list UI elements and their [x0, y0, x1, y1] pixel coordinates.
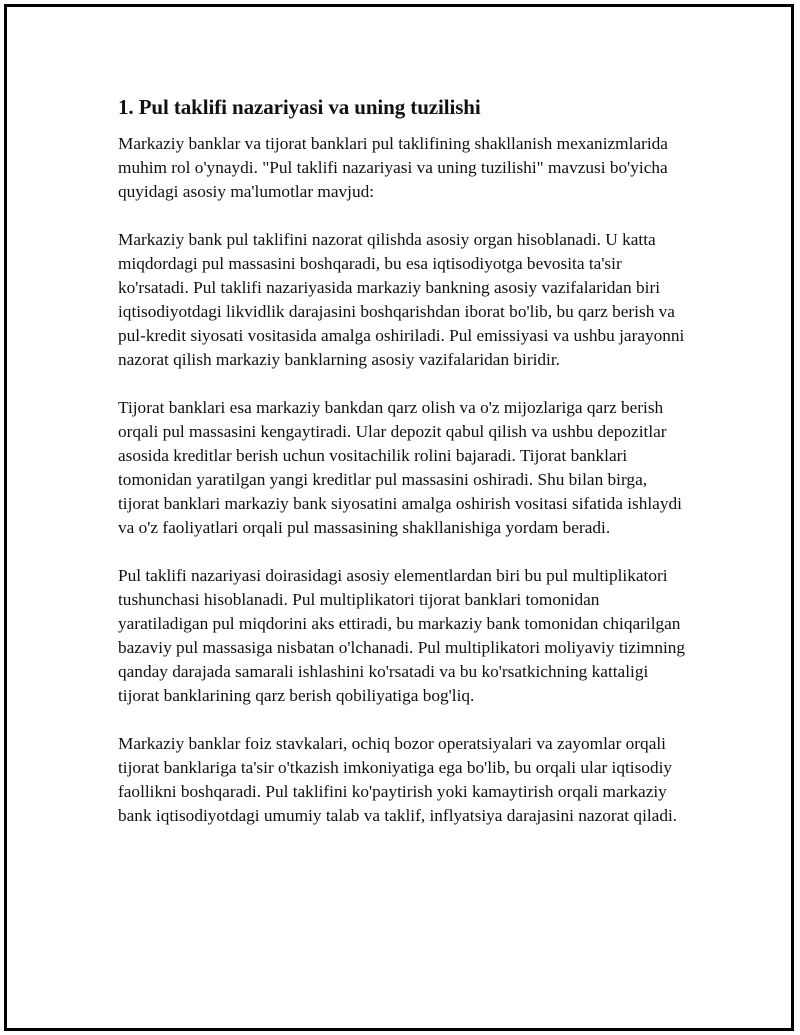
paragraph-money-multiplier: Pul taklifi nazariyasi doirasidagi asosiy elementlardan biri bu pul multiplikatori tushunchasi hisoblanadi. Pul multiplikatori tijorat banklari tomonidan yaratiladigan pul miqdorini aks ettiradi, bu markaziy bank tomonidan chiqarilgan bazaviy pul massasiga nisbatan o'lchanadi. Pul multiplikatori moliyaviy tizimning qanday darajada samarali ishlashini ko'rsatadi va bu ko'rsatkichning kattaligi tijorat banklarining qarz berish qobiliyatiga bog'liq. [118, 566, 686, 705]
paragraph-monetary-tools: Markaziy banklar foiz stavkalari, ochiq bozor operatsiyalari va zayomlar orqali tijorat banklariga ta'sir o'tkazish imkoniyatiga ega bo'lib, bu orqali ular iqtisodiy faollikni boshqaradi. Pul taklifini ko'paytirish yoki kamaytirish orqali markaziy bank iqtisodiyotdagi umumiy talab va taklif, inflyatsiya darajasini nazorat qiladi. [118, 734, 678, 825]
document-body [118, 94, 688, 852]
paragraph-commercial-banks: Tijorat banklari esa markaziy bankdan qarz olish va o'z mijozlariga qarz berish orqali pul massasini kengaytiradi. Ular depozit qabul qilish va ushbu depozitlar asosida kreditlar berish uchun vositachilik rolini bajaradi. Tijorat banklari tomonidan yaratilgan yangi kreditlar pul massasini oshiradi. Shu bilan birga, tijorat banklari markaziy bank siyosatini amalga oshirish vositasi sifatida ishlaydi va o'z faoliyatlari orqali pul massasining shakllanishiga yordam beradi. [118, 398, 682, 537]
paragraph-intro: Markaziy banklar va tijorat banklari pul taklifining shakllanish mexanizmlarida muhim rol o'ynaydi. "Pul taklifi nazariyasi va uning tuzilishi" mavzusi bo'yicha quyidagi asosiy ma'lumotlar mavjud: [118, 134, 668, 201]
paragraph-central-bank: Markaziy bank pul taklifini nazorat qilishda asosiy organ hisoblanadi. U katta miqdordagi pul massasini boshqaradi, bu esa iqtisodiyotga bevosita ta'sir ko'rsatadi. Pul taklifi nazariyasida markaziy bankning asosiy vazifalaridan biri iqtisodiyotdagi likvidlik darajasini boshqarishdan iborat bo'lib, bu qarz berish va pul-kredit siyosati vositasida amalga oshiriladi. Pul emissiyasi va ushbu jarayonni nazorat qilish markaziy banklarning asosiy vazifalaridan biridir. [118, 230, 685, 369]
section-heading: 1. Pul taklifi nazariyasi va uning tuzilishi [118, 95, 481, 119]
